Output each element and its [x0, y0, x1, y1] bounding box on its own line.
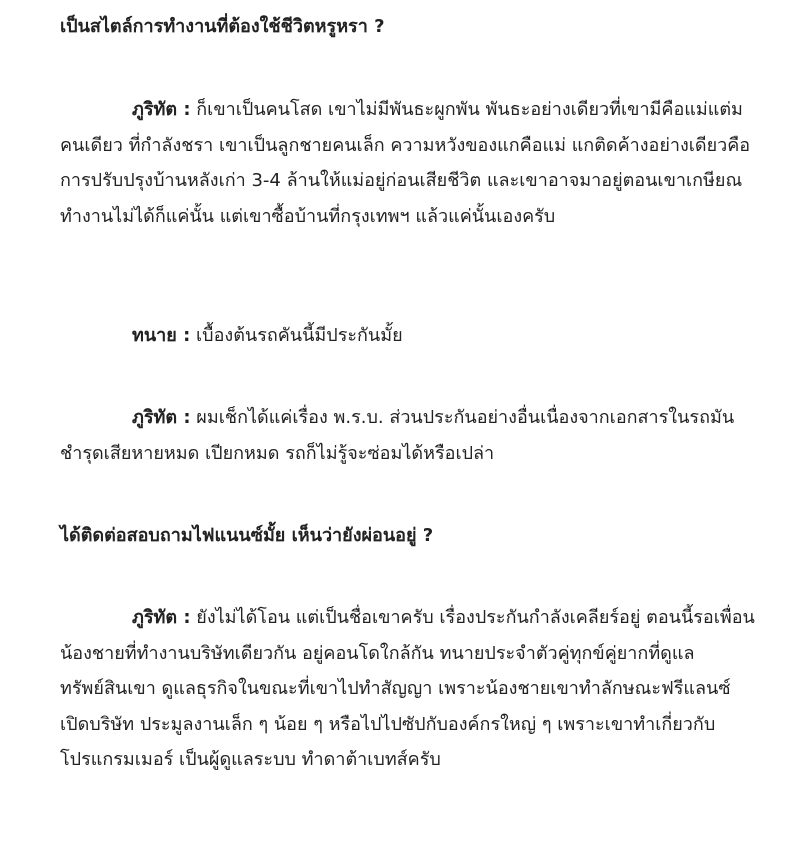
interview-paragraph	[60, 318, 760, 354]
interview-paragraph	[60, 92, 760, 234]
question-heading: ได้ติดต่อสอบถามไฟแนนซ์มั้ย เห็นว่ายังผ่อนอยู่ ?	[60, 525, 434, 546]
speaker-label: ภูริทัต :	[132, 607, 191, 628]
question-heading: เป็นสไตล์การทำงานที่ต้องใช้ชีวิตหรูหรา ?	[60, 16, 385, 37]
paragraph-text: เบื้องต้นรถคันนี้มีประกันมั้ย	[190, 325, 403, 346]
interview-paragraph	[60, 400, 760, 471]
interview-paragraph	[60, 600, 760, 778]
speaker-label: ทนาย :	[132, 325, 191, 346]
paragraph-text: ยังไม่ได้โอน แต่เป็นชื่อเขาครับ เรื่องประกันกำลังเคลียร์อยู่ ตอนนี้รอเพื่อนน้องชายที่ทำงานบริษัทเดียวกัน อยู่คอนโดใกล้กัน ทนายประจำตัวคู่ทุกข์คู่ยากที่ดูแลทรัพย์สินเขา ดูแลธุรกิจในขณะที่เขาไปทำสัญญา เพราะน้องชายเขาทำลักษณะฟรีแลนซ์ เปิดบริษัท ประมูลงานเล็ก ๆ น้อย ๆ หรือไปไปซัปกับองค์กรใหญ่ ๆ เพราะเขาทำเกี่ยวกับโปรแกรมเมอร์ เป็นผู้ดูแลระบบ ทำดาต้าเบทส์ครับ	[60, 607, 755, 770]
paragraph-text: ผมเช็กได้แค่เรื่อง พ.ร.บ. ส่วนประกันอย่างอื่นเนื่องจากเอกสารในรถมันชำรุดเสียหายหมด เปียกหมด รถก็ไม่รู้จะซ่อมได้หรือเปล่า	[60, 407, 735, 464]
paragraph-text: ก็เขาเป็นคนโสด เขาไม่มีพันธะผูกพัน พันธะอย่างเดียวที่เขามีคือแม่แต่มคนเดียว ที่กำลังชรา เขาเป็นลูกชายคนเล็ก ความหวังของแกคือแม่ แกติดค้างอย่างเดียวคือการปรับปรุงบ้านหลังเก่า 3-4 ล้านให้แม่อยู่ก่อนเสียชีวิต และเขาอาจมาอยู่ตอนเขาเกษียณ ทำงานไม่ได้ก็แค่นั้น แต่เขาซื้อบ้านที่กรุงเทพฯ แล้วแค่นั้นเองครับ	[60, 99, 751, 227]
speaker-label: ภูริทัต :	[132, 99, 191, 120]
speaker-label: ภูริทัต :	[132, 407, 191, 428]
